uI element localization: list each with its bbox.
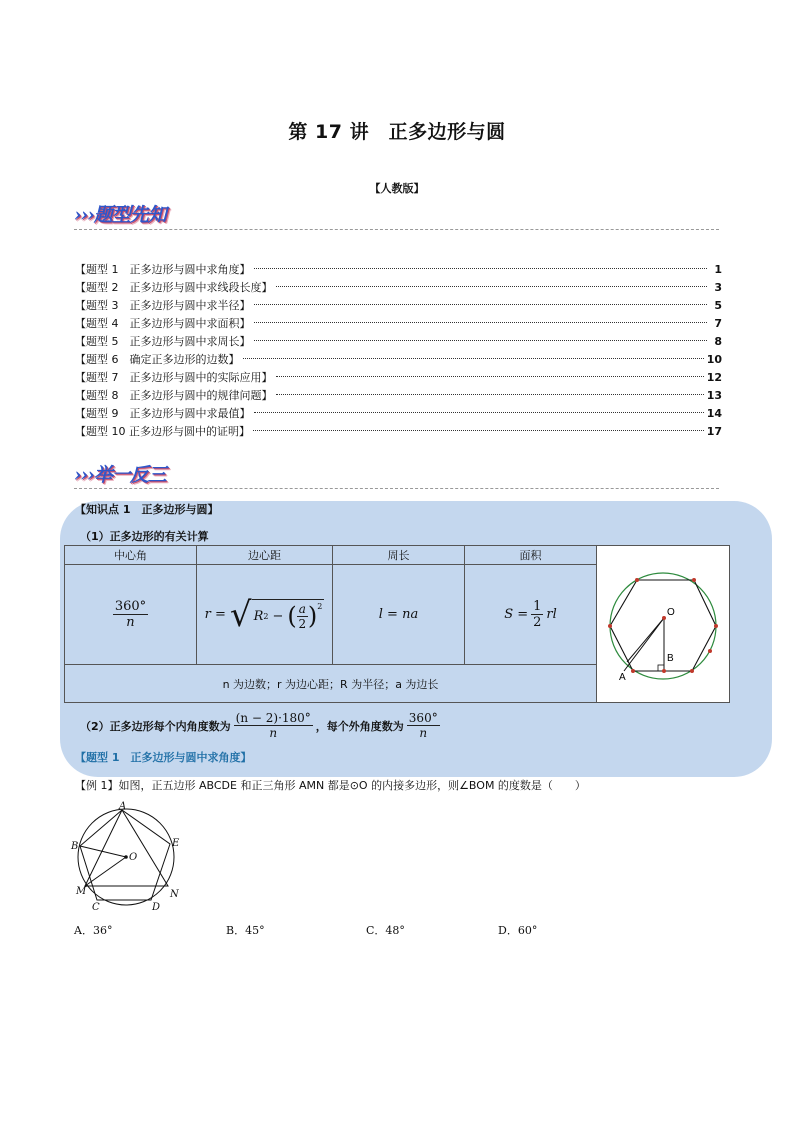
area-rhs: rl — [546, 607, 557, 622]
hexagon-diagram — [603, 548, 723, 698]
toc-item-label: 【题型 1 正多边形与圆中求角度】 — [75, 263, 251, 276]
toc-leader-dots — [253, 430, 704, 431]
apothem-a: a — [298, 601, 306, 616]
toc-item-page: 5 — [714, 299, 722, 312]
central-angle-denominator: n — [126, 615, 135, 630]
choice-a[interactable]: A．36° — [74, 924, 113, 937]
apothem-formula: r = √ R 2 − ( $\frac{a}{2}$ ) $^2$ — [197, 565, 333, 665]
label-c: C — [92, 902, 100, 913]
knowledge-point-heading: 【知识点 1 正多边形与圆】 — [75, 503, 219, 516]
apothem-two: 2 — [298, 616, 307, 631]
toc-item[interactable] — [75, 333, 722, 351]
toc-leader-dots — [254, 412, 704, 413]
variable-legend: n 为边数；r 为边心距；R 为半径；a 为边长 — [65, 665, 597, 703]
toc-item[interactable] — [75, 261, 722, 279]
apothem-lhs: r = — [204, 607, 226, 622]
choice-d[interactable]: D．60° — [498, 924, 538, 937]
label-m: M — [76, 886, 87, 897]
table-header: 周长 — [333, 546, 465, 565]
label-n: N — [170, 889, 179, 900]
choice-b[interactable]: B．45° — [226, 924, 265, 937]
toc-item-page: 17 — [706, 425, 722, 438]
toc-item-page: 12 — [706, 371, 722, 384]
pentagon-triangle-figure — [68, 800, 198, 915]
toc-item[interactable] — [75, 405, 722, 423]
toc-leader-dots — [254, 304, 708, 305]
toc-item[interactable] — [75, 297, 722, 315]
subsection-1: （1）正多边形的有关计算 — [80, 530, 209, 543]
formula-table — [64, 545, 730, 703]
area-formula — [465, 565, 597, 665]
toc-item[interactable] — [75, 387, 722, 405]
toc-leader-dots — [276, 394, 704, 395]
toc-item-page: 1 — [714, 263, 722, 276]
edition-label: 【人教版】 — [369, 182, 425, 195]
table-of-contents — [75, 261, 722, 441]
exterior-angle-numerator: 360° — [408, 711, 438, 725]
exterior-angle-denominator: n — [419, 726, 428, 740]
label-b: B — [71, 841, 79, 852]
subsection-2 — [80, 711, 443, 740]
toc-item[interactable] — [75, 315, 722, 333]
area-denominator: 2 — [533, 615, 542, 630]
toc-leader-dots — [254, 268, 708, 269]
apothem-square: 2 — [263, 611, 269, 621]
toc-leader-dots — [276, 376, 704, 377]
toc-item-label: 【题型 7 正多边形与圆中的实际应用】 — [75, 371, 273, 384]
toc-item-page: 8 — [714, 335, 722, 348]
label-b: B — [667, 652, 674, 664]
banner-question-types: ›››题型先知 — [74, 204, 166, 226]
central-angle-numerator: 360° — [114, 599, 147, 614]
toc-leader-dots — [243, 358, 704, 359]
toc-item[interactable] — [75, 423, 722, 441]
perimeter-formula: l = na — [333, 565, 465, 665]
type1-heading: 【题型 1 正多边形与圆中求角度】 — [75, 751, 252, 764]
area-numerator: 1 — [533, 599, 542, 614]
toc-item-page: 7 — [714, 317, 722, 330]
toc-leader-dots — [254, 340, 708, 341]
toc-item-label: 【题型 10 正多边形与圆中的证明】 — [75, 425, 250, 438]
toc-leader-dots — [254, 322, 708, 323]
sub2-middle: ，每个外角度数为 — [315, 719, 404, 733]
label-a: A — [119, 801, 127, 812]
label-o: O — [667, 606, 675, 618]
label-o: O — [129, 852, 138, 863]
area-lhs: S = — [504, 607, 529, 622]
toc-item[interactable] — [75, 279, 722, 297]
toc-item-label: 【题型 9 正多边形与圆中求最值】 — [75, 407, 251, 420]
label-e: E — [172, 838, 180, 849]
toc-item-label: 【题型 8 正多边形与圆中的规律问题】 — [75, 389, 273, 402]
toc-item-page: 13 — [706, 389, 722, 402]
hexagon-diagram-cell — [597, 546, 730, 703]
label-a: A — [619, 671, 626, 683]
toc-item-label: 【题型 2 正多边形与圆中求线段长度】 — [75, 281, 273, 294]
toc-leader-dots — [276, 286, 708, 287]
central-angle-formula — [65, 565, 197, 665]
toc-item[interactable] — [75, 351, 722, 369]
apothem-outer-square: 2 — [317, 601, 323, 611]
toc-item[interactable] — [75, 369, 722, 387]
example-1-text: 【例 1】如图，正五边形 ABCDE 和正三角形 AMN 都是⊙O 的内接多边形，则∠BOM 的度数是（ ） — [75, 779, 586, 792]
toc-item-label: 【题型 6 确定正多边形的边数】 — [75, 353, 240, 366]
divider — [74, 488, 719, 489]
interior-angle-denominator: n — [269, 726, 278, 740]
toc-item-label: 【题型 3 正多边形与圆中求半径】 — [75, 299, 251, 312]
banner-examples: ›››举一反三 — [74, 464, 166, 486]
table-header: 面积 — [465, 546, 597, 565]
apothem-R: R — [253, 608, 264, 624]
table-header: 中心角 — [65, 546, 197, 565]
toc-item-label: 【题型 5 正多边形与圆中求周长】 — [75, 335, 251, 348]
page-title: 第 17 讲 正多边形与圆 — [288, 121, 506, 143]
divider — [74, 229, 719, 230]
label-d: D — [152, 902, 161, 913]
toc-item-page: 3 — [714, 281, 722, 294]
apothem-minus: − — [272, 608, 284, 624]
interior-angle-numerator: (n − 2)·180° — [235, 711, 311, 725]
sub2-prefix: （2）正多边形每个内角度数为 — [80, 719, 231, 733]
toc-item-label: 【题型 4 正多边形与圆中求面积】 — [75, 317, 251, 330]
table-header: 边心距 — [197, 546, 333, 565]
toc-item-page: 14 — [706, 407, 722, 420]
choice-c[interactable]: C．48° — [366, 924, 405, 937]
toc-item-page: 10 — [706, 353, 722, 366]
